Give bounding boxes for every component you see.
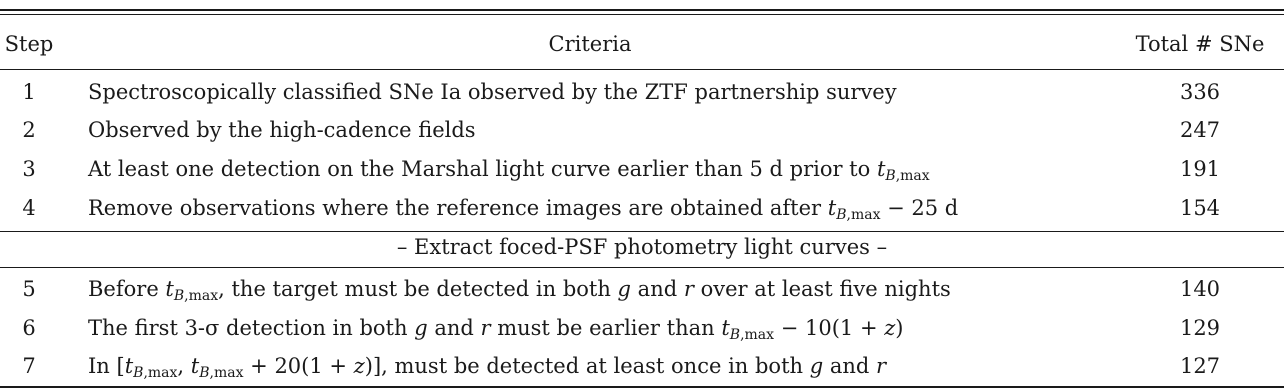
table-row [0, 270, 1284, 308]
step-number: 3 [22, 157, 36, 181]
step-number: 4 [22, 196, 36, 220]
total-count: 336 [1179, 80, 1221, 104]
table-row [0, 189, 1284, 227]
step-number: 2 [22, 118, 36, 142]
total-count: 127 [1179, 354, 1221, 378]
step-number: 1 [22, 80, 36, 104]
header-step: Step [4, 32, 54, 56]
criteria-text: Before $t_{B,max}$, the target must be detected in both g and r over at least five nights [88, 277, 951, 304]
table-row [0, 347, 1284, 385]
top-rule-thick [0, 9, 1284, 11]
header-rule [0, 69, 1284, 70]
section-rule-bottom [0, 267, 1284, 268]
criteria-text: The first 3-σ detection in both g and r must be earlier than $t_{B,max} - 10(1 + z)$ [88, 316, 904, 343]
criteria-text: Remove observations where the reference images are obtained after $t_{B,max} - 25$ d [88, 196, 959, 223]
top-rule-thin [0, 14, 1284, 15]
total-count: 191 [1179, 157, 1221, 181]
criteria-text: Spectroscopically classified SNe Ia observed by the ZTF partnership survey [88, 80, 897, 104]
criteria-text: In [$t_{B,max}$, $t_{B,max} + 20(1 + z)$], must be detected at least once in both g and r [88, 354, 887, 381]
table-row [0, 309, 1284, 347]
header-criteria: Criteria [548, 32, 632, 56]
table-row [0, 111, 1284, 149]
criteria-text: At least one detection on the Marshal light curve earlier than 5 d prior to $t_{B,max}$ [88, 157, 930, 184]
header-total: Total # SNe [1135, 32, 1265, 56]
section-separator-label: – Extract foced-PSF photometry light curves – [396, 235, 888, 259]
step-number: 7 [22, 354, 36, 378]
table-row [0, 150, 1284, 188]
header-row [0, 25, 1284, 63]
table-row [0, 73, 1284, 111]
total-count: 154 [1179, 196, 1221, 220]
total-count: 140 [1179, 277, 1221, 301]
criteria-text: Observed by the high-cadence fields [88, 118, 476, 142]
bottom-rule [0, 386, 1284, 388]
step-number: 6 [22, 316, 36, 340]
step-number: 5 [22, 277, 36, 301]
total-count: 129 [1179, 316, 1221, 340]
total-count: 247 [1179, 118, 1221, 142]
